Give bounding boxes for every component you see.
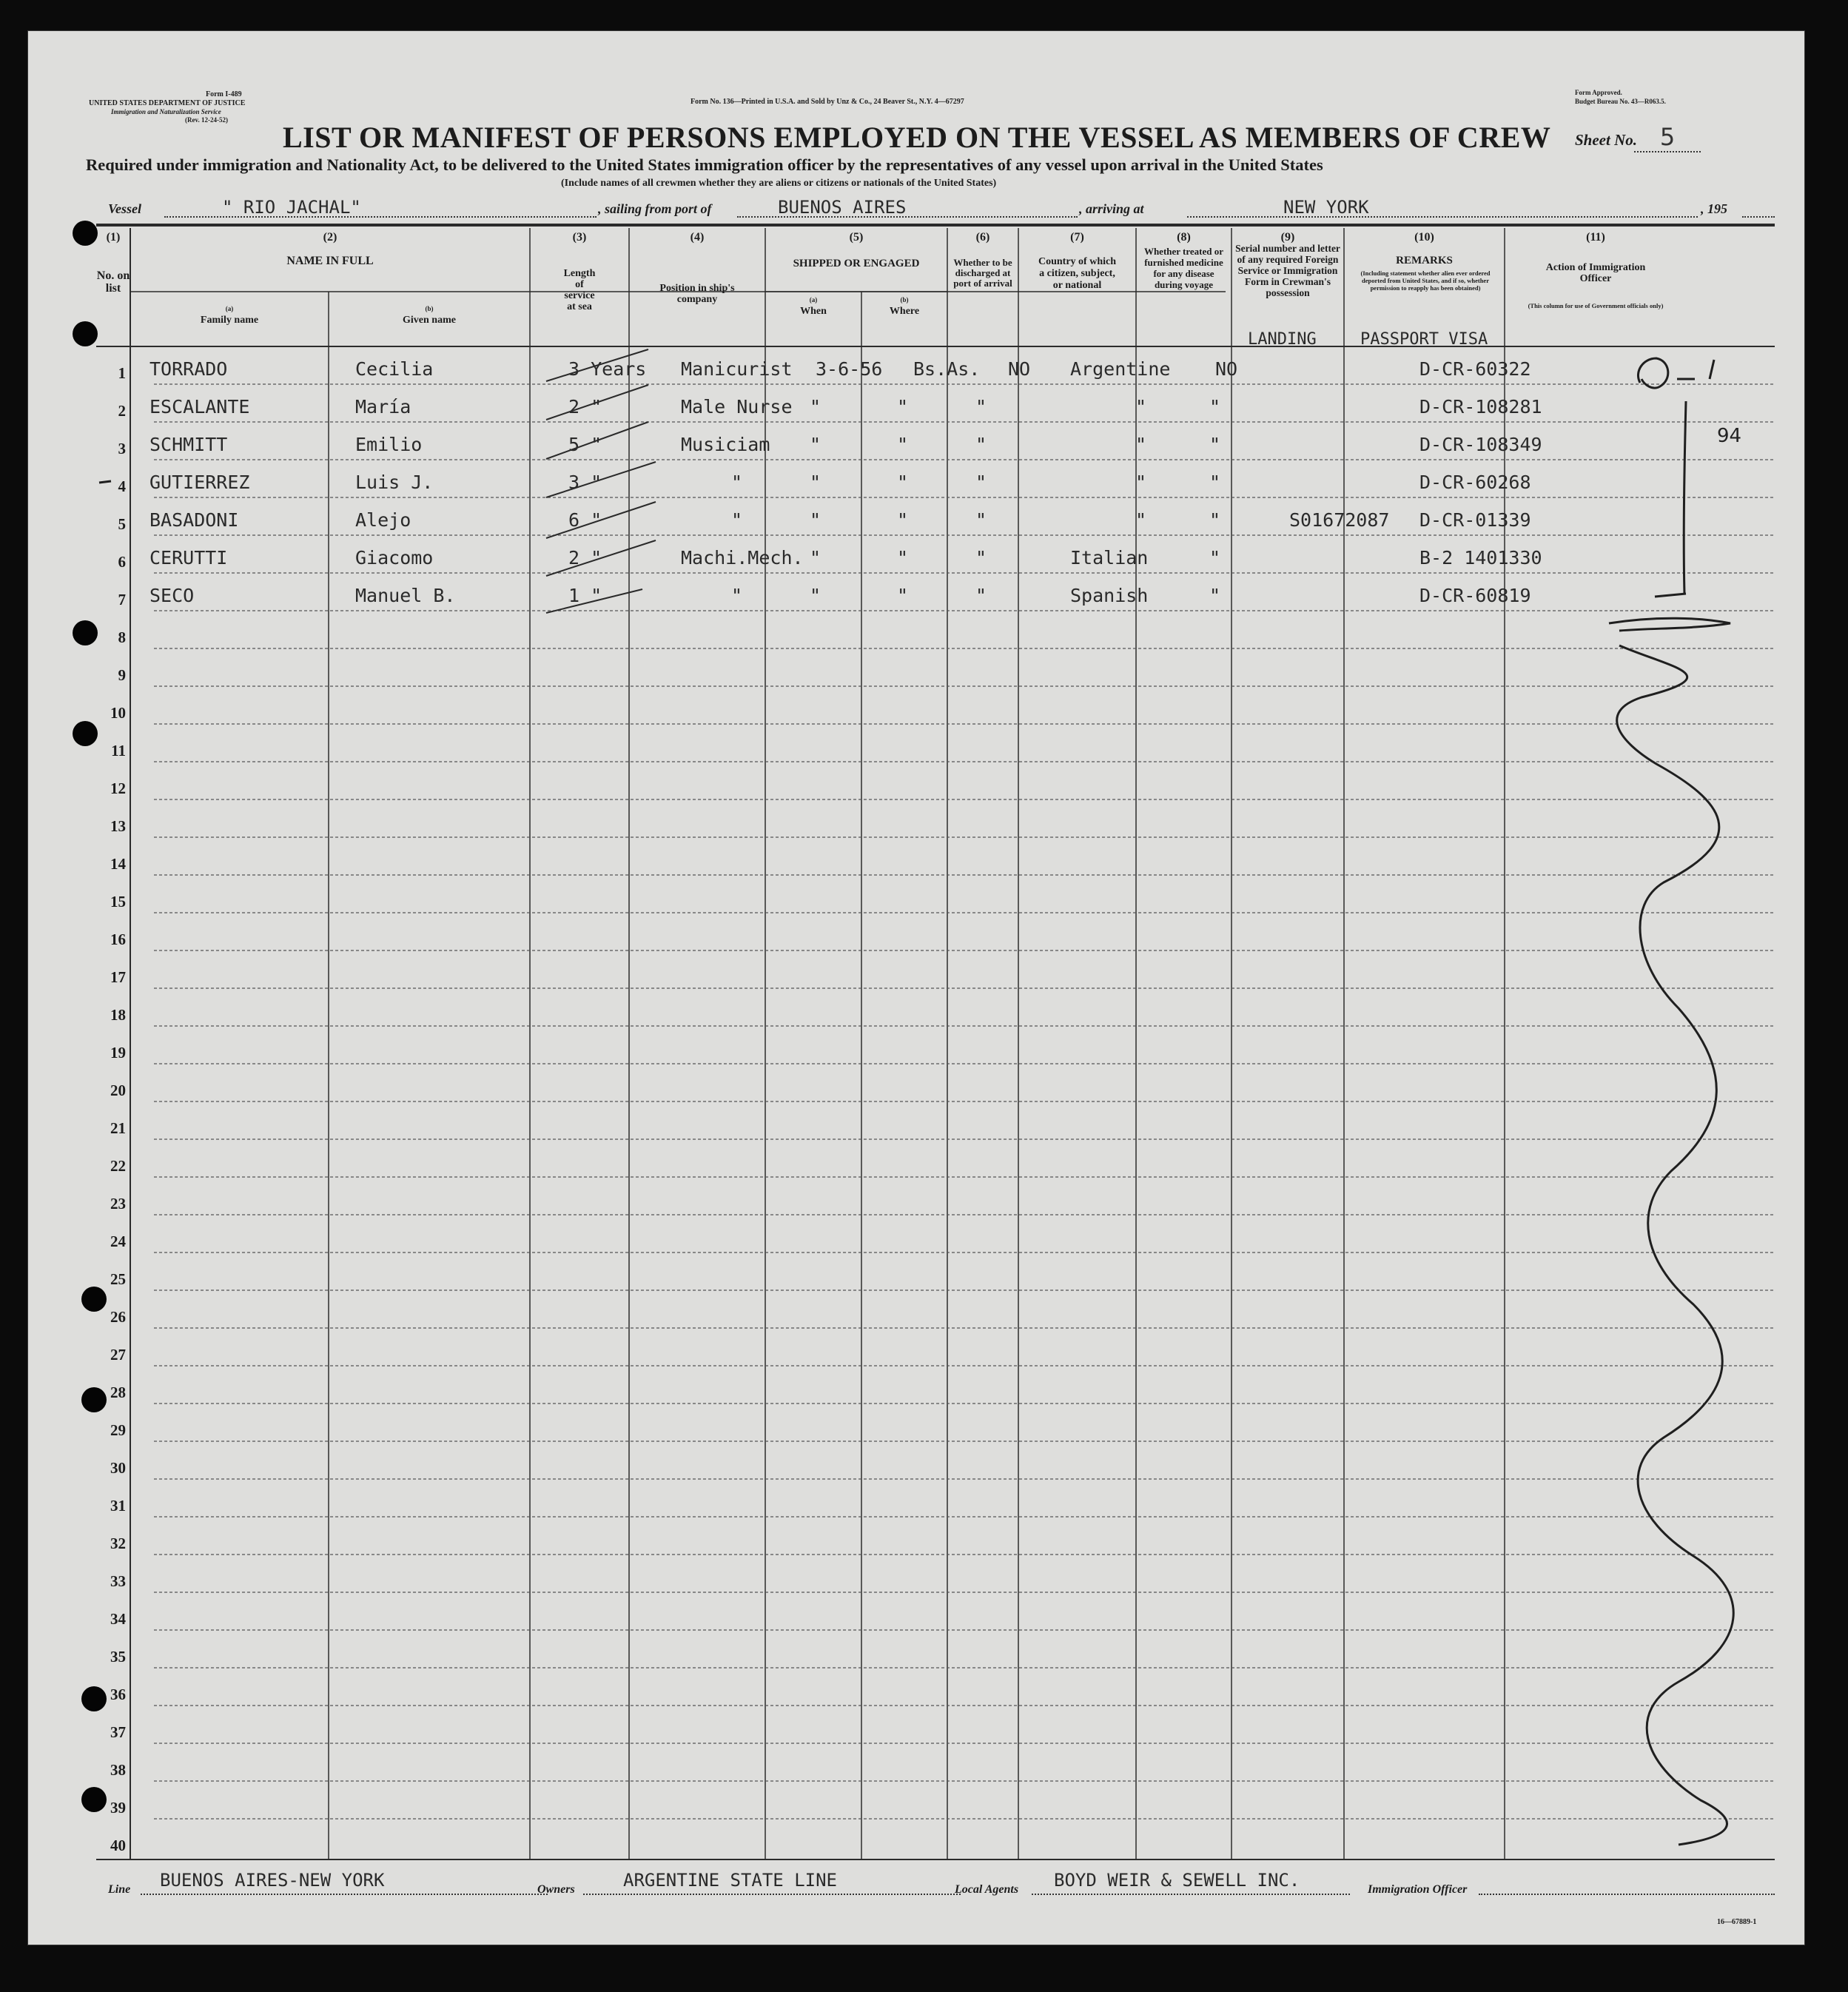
revision: (Rev. 12-24-52): [185, 116, 228, 124]
col5a-number: (a): [809, 296, 818, 304]
cell-remarks: D-CR-60322: [1419, 358, 1531, 380]
col2-header: NAME IN FULL: [286, 255, 374, 267]
row-number: 21: [110, 1119, 126, 1137]
cell-where: ": [897, 585, 909, 606]
margin-number: 94: [1717, 425, 1742, 447]
col11-note: (This column for use of Government officials only): [1528, 302, 1664, 309]
cell-position: ": [731, 509, 743, 531]
sheet-number: 5: [1634, 123, 1701, 152]
cell-treated: ": [1209, 472, 1221, 493]
cell-discharged: ": [975, 509, 987, 531]
row-number: 35: [110, 1648, 126, 1666]
row-number: 11: [111, 742, 126, 759]
department: UNITED STATES DEPARTMENT OF JUSTICE: [89, 99, 246, 107]
sailing-port: BUENOS AIRES: [778, 197, 907, 218]
cell-service: 5 ": [568, 434, 602, 455]
cell-discharged: ": [975, 472, 987, 493]
cell-service: 1 ": [568, 585, 602, 606]
footer-line: BUENOS AIRES-NEW YORK: [160, 1870, 385, 1891]
col9-number: (9): [1280, 231, 1295, 244]
cell-discharged: ": [975, 585, 987, 606]
cell-discharged: NO: [1008, 358, 1031, 380]
cell-when: ": [810, 396, 821, 417]
col10-typed: PASSPORT VISA: [1360, 330, 1488, 349]
row-number: 7: [118, 591, 126, 608]
vessel-name: " RIO JACHAL": [222, 197, 361, 218]
footer-owners: ARGENTINE STATE LINE: [623, 1870, 837, 1891]
col11-number: (11): [1586, 231, 1605, 244]
row-number: 28: [110, 1384, 126, 1401]
cell-service: 6 ": [568, 509, 602, 531]
col1-header: No. on list: [96, 269, 130, 295]
cell-discharged: ": [975, 434, 987, 455]
footer-line-label: Line: [108, 1883, 131, 1896]
row-number: 29: [110, 1421, 126, 1439]
col6-number: (6): [975, 231, 990, 244]
cell-position: ": [731, 585, 743, 606]
cell-country: ": [1135, 434, 1147, 455]
cell-country: Spanish: [1070, 585, 1149, 606]
row-number: 37: [110, 1723, 126, 1741]
row-number: 34: [110, 1610, 126, 1628]
row-number: 4: [118, 477, 126, 495]
cell-remarks: D-CR-60268: [1419, 472, 1531, 493]
cell-service: 3 Years: [568, 358, 647, 380]
col9-typed: LANDING: [1248, 330, 1317, 349]
row-number: 13: [110, 817, 126, 835]
row-number: 24: [110, 1233, 126, 1250]
cell-treated: NO: [1215, 358, 1238, 380]
cell-family: GUTIERREZ: [149, 472, 250, 493]
row-number: 9: [118, 666, 126, 684]
cell-remarks: D-CR-108349: [1419, 434, 1542, 455]
cell-where: ": [897, 472, 909, 493]
row-number: 27: [110, 1346, 126, 1364]
row-number: 5: [118, 515, 126, 533]
col11-header: Action of Immigration Officer: [1545, 262, 1646, 284]
col9-header: Serial number and letter of any required Foreign Service or Immigration Form in Crewman's possession: [1235, 243, 1340, 298]
row-number: 25: [110, 1270, 126, 1288]
cell-treated: ": [1209, 509, 1221, 531]
row-number: 17: [110, 968, 126, 986]
row-number: 6: [118, 553, 126, 571]
row-number: 32: [110, 1535, 126, 1552]
form-id: Form I-489: [206, 90, 242, 98]
col7-header: Country of which a citizen, subject, or national: [1038, 256, 1116, 291]
cell-treated: ": [1209, 434, 1221, 455]
row-number: 8: [118, 628, 126, 646]
cell-where: Bs.As.: [913, 358, 981, 380]
row-number: 2: [118, 402, 126, 420]
cell-position: ": [731, 472, 743, 493]
cell-where: ": [897, 509, 909, 531]
row-number: 18: [110, 1006, 126, 1024]
col7-number: (7): [1070, 231, 1084, 244]
cell-where: ": [897, 396, 909, 417]
row-number: 12: [110, 779, 126, 797]
printer-line: Form No. 136—Printed in U.S.A. and Sold by Unz & Co., 24 Beaver St., N.Y. 4—67297: [691, 98, 964, 106]
row-number: 36: [110, 1686, 126, 1703]
col5-number: (5): [849, 231, 864, 244]
cell-country: ": [1135, 509, 1147, 531]
cell-when: ": [810, 547, 821, 569]
cell-family: TORRADO: [149, 358, 228, 380]
cell-position: Machi.Mech.: [681, 547, 804, 569]
cell-where: ": [897, 547, 909, 569]
col8-number: (8): [1177, 231, 1191, 244]
col10-note: (Including statement whether alien ever ordered deported from United States, and if so, whether permission to reapply has been obtained): [1360, 269, 1491, 292]
col1-number: (1): [106, 231, 121, 244]
cell-given: Manuel B.: [355, 585, 456, 606]
form-approved: Form Approved.: [1575, 89, 1622, 96]
row-number: 30: [110, 1459, 126, 1477]
footer-code: 16—67889-1: [1717, 1918, 1757, 1926]
cell-remarks: B-2 1401330: [1419, 547, 1542, 569]
row-number: 40: [110, 1837, 126, 1854]
footer-owners-label: Owners: [537, 1883, 575, 1896]
cell-family: ESCALANTE: [149, 396, 250, 417]
subtitle: Required under immigration and Nationality Act, to be delivered to the United States immigration officer by the representatives of any vessel upon arrival in the United States: [86, 155, 1323, 174]
row-number: 1: [118, 364, 126, 382]
col2b-header: Given name: [403, 315, 456, 326]
cell-given: María: [355, 396, 411, 417]
row-number: 38: [110, 1761, 126, 1779]
row-number: 39: [110, 1799, 126, 1817]
cell-given: Emilio: [355, 434, 423, 455]
col10-number: (10): [1414, 231, 1434, 244]
manifest-sheet: [28, 31, 1804, 1945]
row-number: 19: [110, 1044, 126, 1062]
subnote: (Include names of all crewmen whether they are aliens or citizens or nationals of the United States): [561, 178, 997, 189]
cell-serial: S01672087: [1289, 509, 1390, 531]
col8-header: Whether treated or furnished medicine for any disease during voyage: [1143, 246, 1224, 290]
cell-remarks: D-CR-60819: [1419, 585, 1531, 606]
col5-header: SHIPPED OR ENGAGED: [793, 258, 920, 269]
cell-when: ": [810, 585, 821, 606]
col2-number: (2): [323, 231, 337, 244]
cell-country: Argentine: [1070, 358, 1171, 380]
row-number: 15: [110, 893, 126, 911]
cell-position: Male Nurse: [681, 396, 793, 417]
col5a-header: When: [800, 306, 827, 317]
cell-treated: ": [1209, 585, 1221, 606]
cell-given: Alejo: [355, 509, 411, 531]
cell-family: BASADONI: [149, 509, 239, 531]
row-number: 20: [110, 1081, 126, 1099]
row-number: 16: [110, 930, 126, 948]
year-label: , 195: [1701, 201, 1727, 216]
footer-agents-label: Local Agents: [955, 1883, 1019, 1896]
cell-service: 2 ": [568, 396, 602, 417]
row-number: 22: [110, 1157, 126, 1175]
vessel-label: Vessel: [108, 201, 141, 216]
cell-position: Manicurist: [681, 358, 793, 380]
row-number: 26: [110, 1308, 126, 1326]
col3-header: Length of service at sea: [563, 268, 596, 312]
cell-discharged: ": [975, 547, 987, 569]
page-title: LIST OR MANIFEST OF PERSONS EMPLOYED ON THE VESSEL AS MEMBERS OF CREW: [283, 121, 1551, 154]
row-number: 10: [110, 704, 126, 722]
row-number: 3: [118, 440, 126, 457]
col2a-number: (a): [225, 305, 234, 312]
col6-header: Whether to be discharged at port of arrival: [953, 257, 1012, 289]
row-number: 33: [110, 1572, 126, 1590]
footer-agents: BOYD WEIR & SEWELL INC.: [1054, 1870, 1300, 1891]
col5b-header: Where: [889, 306, 920, 317]
cell-family: SCHMITT: [149, 434, 228, 455]
cell-remarks: D-CR-108281: [1419, 396, 1542, 417]
col2a-header: Family name: [200, 315, 259, 326]
cell-given: Giacomo: [355, 547, 434, 569]
budget-bureau: Budget Bureau No. 43—R063.5.: [1575, 98, 1666, 105]
sheet-label: Sheet No.: [1575, 131, 1637, 149]
cell-given: Cecilia: [355, 358, 434, 380]
cell-when: 3-6-56: [816, 358, 883, 380]
footer-officer-label: Immigration Officer: [1368, 1883, 1468, 1896]
cell-given: Luis J.: [355, 472, 434, 493]
col10-header: REMARKS: [1396, 255, 1453, 266]
col2b-number: (b): [425, 305, 434, 312]
row-number: 14: [110, 855, 126, 873]
row-number: 23: [110, 1195, 126, 1213]
col3-number: (3): [572, 231, 587, 244]
cell-where: ": [897, 434, 909, 455]
cell-country: ": [1135, 472, 1147, 493]
cell-treated: ": [1209, 547, 1221, 569]
arriving-label: , arriving at: [1079, 201, 1144, 216]
service-name: Immigration and Naturalization Service: [111, 108, 221, 115]
cell-when: ": [810, 472, 821, 493]
cell-position: Musiciam: [681, 434, 770, 455]
col4-header: Position in ship's company: [659, 283, 735, 305]
cell-discharged: ": [975, 396, 987, 417]
cell-service: 2 ": [568, 547, 602, 569]
cell-treated: ": [1209, 396, 1221, 417]
cell-family: CERUTTI: [149, 547, 228, 569]
sailing-label: , sailing from port of: [598, 201, 712, 216]
cell-when: ": [810, 434, 821, 455]
row-number: 31: [110, 1497, 126, 1515]
col5b-number: (b): [900, 296, 909, 304]
cell-country: ": [1135, 396, 1147, 417]
cell-service: 3 ": [568, 472, 602, 493]
arriving-port: NEW YORK: [1283, 197, 1369, 218]
cell-family: SECO: [149, 585, 195, 606]
cell-country: Italian: [1070, 547, 1149, 569]
cell-when: ": [810, 509, 821, 531]
cell-remarks: D-CR-01339: [1419, 509, 1531, 531]
col4-number: (4): [690, 231, 705, 244]
